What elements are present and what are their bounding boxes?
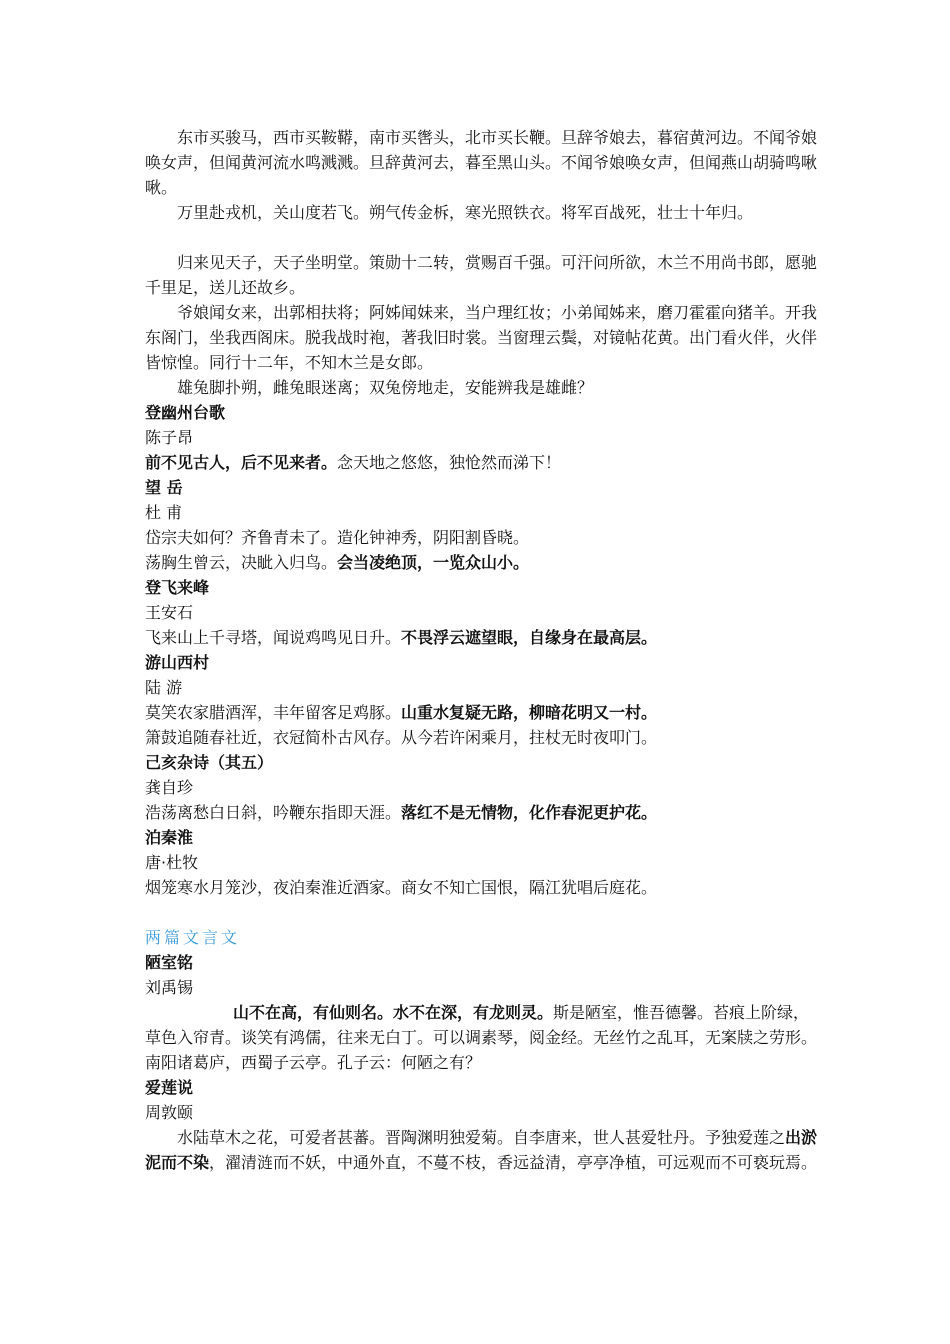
- highlight-text: 出淤泥而不染: [145, 1128, 818, 1172]
- document-body: [145, 125, 825, 1175]
- mulan-paragraph-5: 雄兔脚扑朔，雌兔眼迷离；双兔傍地走，安能辨我是雄雌？: [177, 378, 594, 397]
- highlight-text: 会当凌绝顶，一览众山小。: [337, 553, 530, 572]
- line-text: 飞来山上千寻塔，闻说鸡鸣见日升。: [145, 628, 402, 647]
- mulan-paragraph-1: 东市买骏马，西市买鞍鞯，南市买辔头，北市买长鞭。旦辞爷娘去，暮宿黄河边。不闻爷娘唤女声，但闻黄河流水鸣溅溅。旦辞黄河去，暮至黑山头。不闻爷娘唤女声，但闻燕山胡骑鸣啾啾。: [145, 128, 818, 197]
- highlight-text: 前不见古人，后不见来者。: [145, 453, 338, 472]
- highlight-text: 落红不是无情物，化作春泥更护花。: [401, 803, 658, 822]
- poem-line: [145, 625, 825, 650]
- paragraph-text: 水陆草木之花，可爱者甚蕃。晋陶渊明独爱菊。自李唐来，世人甚爱牡丹。予独爱莲之: [177, 1128, 786, 1147]
- poem-line: 烟笼寒水月笼沙，夜泊秦淮近酒家。商女不知亡国恨，隔江犹唱后庭花。: [145, 878, 658, 897]
- highlight-text: 山重水复疑无路，柳暗花明又一村。: [401, 703, 658, 722]
- poem-title: 望 岳: [145, 478, 183, 497]
- poem-title: 己亥杂诗（其五）: [145, 753, 274, 772]
- essay-paragraph: [145, 1000, 825, 1075]
- section-heading: 两篇文言文: [145, 928, 241, 947]
- poem-line: 岱宗夫如何？齐鲁青未了。造化钟神秀，阴阳割昏晓。: [145, 528, 530, 547]
- poem-author: 杜 甫: [145, 503, 183, 522]
- poem-author: 龚自珍: [145, 778, 194, 797]
- poem-author: 陈子昂: [145, 428, 194, 447]
- spacer: [145, 225, 825, 250]
- mulan-paragraph-4: 爷娘闻女来，出郭相扶将；阿姊闻妹来，当户理红妆；小弟闻姊来，磨刀霍霍向猪羊。开我东阁门，坐我西阁床。脱我战时袍，著我旧时裳。当窗理云鬓，对镜帖花黄。出门看火伴，火伴皆惊惶。同行十二年，不知木兰是女郎。: [145, 303, 818, 372]
- essay-paragraph: [145, 1125, 825, 1175]
- poem-author: 陆 游: [145, 678, 183, 697]
- poem-line: [145, 700, 825, 725]
- highlight-text: 不畏浮云遮望眼，自缘身在最高层。: [401, 628, 658, 647]
- mulan-paragraph-2: 万里赴戎机，关山度若飞。朔气传金柝，寒光照铁衣。将军百战死，壮士十年归。: [177, 203, 754, 222]
- poem-line: [145, 550, 825, 575]
- paragraph-text: 斯是陋室，惟吾德馨。苔痕上阶绿，草色入帘青。谈笑有鸿儒，往来无白丁。可以调素琴，阅金经。无丝竹之乱耳，无案牍之劳形。南阳诸葛庐，西蜀子云亭。孔子云：何陋之有？: [145, 1003, 818, 1072]
- line-text: 莫笑农家腊酒浑，丰年留客足鸡豚。: [145, 703, 402, 722]
- poem-author: 唐·杜牧: [145, 853, 199, 872]
- poem-title: 登飞来峰: [145, 578, 210, 597]
- line-text: 念天地之悠悠，独怆然而涕下！: [337, 453, 562, 472]
- spacer: [145, 900, 825, 925]
- essay-author: 周敦颐: [145, 1103, 194, 1122]
- paragraph-text: ，濯清涟而不妖，中通外直，不蔓不枝，香远益清，亭亭净植，可远观而不可亵玩焉。: [209, 1153, 818, 1172]
- poem-author: 王安石: [145, 603, 194, 622]
- poem-title: 游山西村: [145, 653, 210, 672]
- mulan-paragraph-3: 归来见天子，天子坐明堂。策勋十二转，赏赐百千强。可汗问所欲，木兰不用尚书郎，愿驰千里足，送儿还故乡。: [145, 253, 818, 297]
- line-text: 浩荡离愁白日斜，吟鞭东指即天涯。: [145, 803, 402, 822]
- highlight-text: 山不在高，有仙则名。水不在深，有龙则灵。: [233, 1003, 554, 1022]
- poem-title: 泊秦淮: [145, 828, 194, 847]
- line-text: 荡胸生曾云，决眦入归鸟。: [145, 553, 338, 572]
- poem-line: [145, 800, 825, 825]
- poem-line: [145, 450, 825, 475]
- essay-title: 陋室铭: [145, 953, 194, 972]
- essay-title: 爱莲说: [145, 1078, 194, 1097]
- poem-title: 登幽州台歌: [145, 403, 226, 422]
- poem-line: 箫鼓追随春社近，衣冠简朴古风存。从今若许闲乘月，拄杖无时夜叩门。: [145, 728, 658, 747]
- essay-author: 刘禹锡: [145, 978, 194, 997]
